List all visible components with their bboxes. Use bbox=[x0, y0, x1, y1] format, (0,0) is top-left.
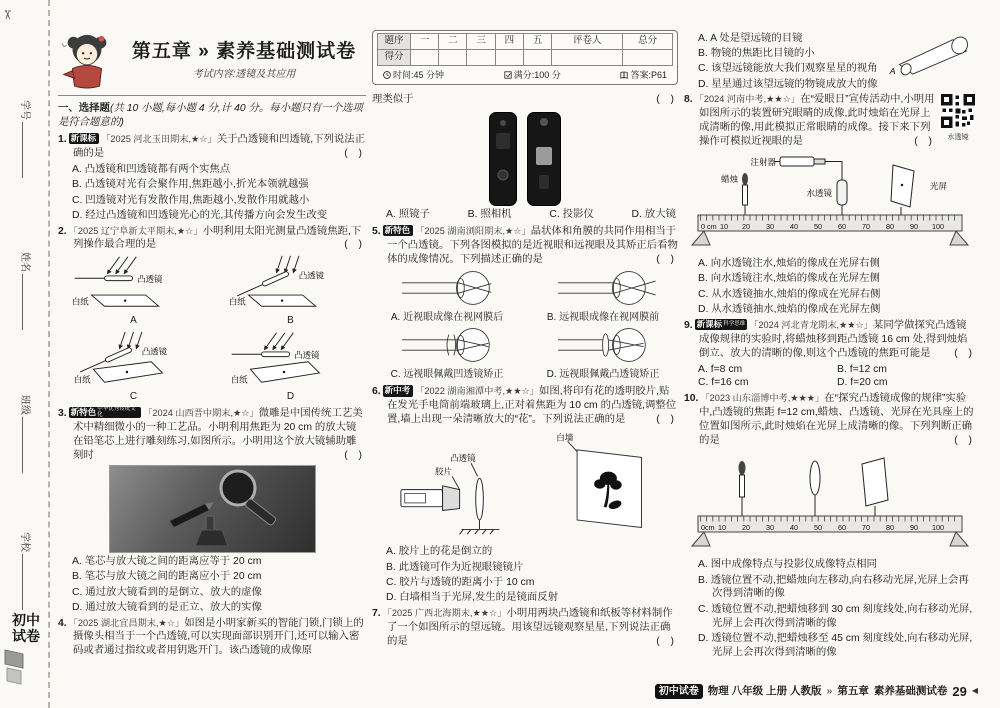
option-a: A. 向水透镜注水,烛焰的像成在光屏右侧 bbox=[698, 257, 880, 269]
question-number: 2. bbox=[58, 225, 67, 237]
svg-text:100: 100 bbox=[932, 523, 944, 533]
answer-bracket: ( ) bbox=[344, 449, 366, 461]
option-d: D. 透镜位置不动,把蜡烛移至 45 cm 刻度线处,向右移动光屏,光屏上会再次得到清晰的像 bbox=[698, 633, 973, 659]
svg-text:70: 70 bbox=[862, 222, 870, 231]
question-source: 「2025 广西北海期末,★★☆」 bbox=[382, 607, 507, 618]
answer-bracket: ( ) bbox=[656, 635, 678, 647]
option-c: C. 从水透镜抽水,烛焰的像成在光屏右侧 bbox=[698, 288, 881, 300]
question-1 bbox=[58, 133, 366, 223]
question-4-continued bbox=[372, 93, 678, 222]
lens-rule-bench-figure bbox=[684, 450, 976, 555]
title-label: 素养基础测试卷 bbox=[216, 41, 357, 63]
answer-bracket: ( ) bbox=[954, 435, 976, 447]
svg-text:90: 90 bbox=[910, 222, 918, 231]
footer-title: 素养基础测试卷 bbox=[873, 685, 948, 698]
question-4 bbox=[58, 617, 366, 659]
lens-paper-diagram-b bbox=[215, 254, 366, 310]
score-table bbox=[377, 33, 673, 66]
section-title: 一、选择题 bbox=[58, 103, 110, 114]
figure-option-c bbox=[58, 330, 209, 405]
question-text: 关于凸透镜和凹透镜,下列说法正确的是 bbox=[73, 133, 366, 159]
score-cell bbox=[411, 50, 439, 66]
blank-line bbox=[22, 554, 32, 610]
question-10 bbox=[684, 392, 976, 660]
answer-bracket: ( ) bbox=[656, 94, 678, 106]
exam-meta bbox=[377, 66, 673, 81]
question-7-options bbox=[684, 32, 976, 92]
question-source: 「2025 湖南浏阳期末,★☆」 bbox=[415, 225, 531, 236]
score-cell bbox=[495, 50, 523, 66]
class-label: 班级 bbox=[19, 395, 30, 415]
question-source: 「2025 河北玉田期末,★☆」 bbox=[101, 133, 217, 144]
option-b: B. 此透镜可作为近视眼镜镜片 bbox=[386, 561, 524, 573]
mascot-illustration bbox=[58, 30, 116, 90]
scissors-icon: ✂ bbox=[0, 9, 16, 21]
question-number: 7. bbox=[372, 607, 381, 619]
answer-bracket: ( ) bbox=[914, 136, 936, 148]
figure-letter: D bbox=[286, 390, 295, 402]
option-b: B. 向水透镜注水,烛焰的像成在光屏左侧 bbox=[698, 273, 880, 285]
svg-text:凸透镜: 凸透镜 bbox=[294, 349, 320, 360]
sunlight-focal-figures bbox=[58, 254, 366, 405]
answer-bracket: ( ) bbox=[954, 347, 976, 359]
eye-figure-b bbox=[528, 269, 678, 326]
figure-letter: A bbox=[130, 315, 137, 327]
svg-text:0 cm: 0 cm bbox=[701, 222, 717, 231]
svg-text:白纸: 白纸 bbox=[228, 296, 246, 307]
question-number: 6. bbox=[372, 386, 381, 398]
option-d: D. 经过凸透镜和凹透镜光心的光,其传播方向会发生改变 bbox=[72, 210, 328, 222]
page-footer bbox=[655, 683, 978, 700]
svg-text:20: 20 bbox=[742, 523, 750, 533]
lens-paper-diagram-a bbox=[58, 254, 209, 310]
question-2 bbox=[58, 225, 366, 406]
answer-bracket: ( ) bbox=[344, 147, 366, 159]
answer-bracket: ( ) bbox=[656, 414, 678, 426]
question-text: 晶状体和角膜的共同作用相当于一个凸透镜。下列各图模拟的是近视眼和远视眼及其矫正后看物体的成像情况。下列描述正确的是 bbox=[387, 225, 678, 265]
new-exam-badge: 新中考 bbox=[383, 385, 414, 396]
corrected-eye-diagram-concave bbox=[372, 326, 522, 364]
question-source: 「2024 河北青龙期末,★★☆」 bbox=[749, 319, 873, 330]
option-d: D. 星星通过该望远镜的物镜成放大的像 bbox=[698, 78, 878, 90]
score-cell bbox=[439, 50, 467, 66]
qr-caption: 水透镜 bbox=[947, 134, 969, 142]
svg-text:胶片: 胶片 bbox=[435, 466, 453, 477]
svg-text:注射器: 注射器 bbox=[750, 157, 776, 167]
student-id-field bbox=[18, 100, 32, 178]
eye-figure-c bbox=[372, 326, 522, 383]
new-standard-badge: 新课标 bbox=[69, 133, 100, 144]
svg-text:30: 30 bbox=[766, 222, 774, 231]
question-number: 3. bbox=[58, 408, 67, 420]
option-d: D. 通过放大镜看到的是正立、放大的实像 bbox=[72, 602, 262, 614]
blank-line bbox=[22, 274, 32, 330]
svg-text:蜡烛: 蜡烛 bbox=[720, 174, 738, 184]
eye-figure-a bbox=[372, 269, 522, 326]
footer-chapter: 第五章 bbox=[837, 685, 869, 698]
option-a: A. 近视眼成像在视网膜后 bbox=[390, 311, 504, 323]
lens-paper-diagram-c bbox=[58, 330, 209, 386]
series-badge: 初中试卷 bbox=[655, 684, 703, 699]
answer-book-icon bbox=[620, 71, 628, 79]
option-b: B. 照相机 bbox=[467, 208, 512, 220]
telescope-figure bbox=[884, 32, 976, 76]
figure-option-a bbox=[58, 254, 209, 329]
score-cell bbox=[552, 50, 623, 66]
lock-front-panel bbox=[489, 112, 517, 206]
svg-text:白纸: 白纸 bbox=[71, 296, 89, 307]
svg-text:60: 60 bbox=[838, 523, 846, 533]
eye-diagrams bbox=[372, 269, 678, 384]
score-col-2: 二 bbox=[439, 34, 467, 50]
water-lens-bench-figure bbox=[684, 151, 976, 254]
new-feature-badge: 新特色 中华优秀传统文化 bbox=[69, 407, 142, 418]
option-a: A. 胶片上的花是倒立的 bbox=[386, 546, 493, 558]
micro-engraving-photo bbox=[109, 465, 316, 553]
svg-text:光屏: 光屏 bbox=[930, 181, 948, 191]
question-number: 9. bbox=[684, 319, 693, 331]
option-c: C. 该望远镜能放大我们观察星星的视角 bbox=[698, 63, 878, 75]
option-c: C. 透镜位置不动,把蜡烛移到 30 cm 刻度线处,向右移动光屏,光屏上会再次得到清晰的像 bbox=[698, 603, 973, 629]
figure-option-d bbox=[215, 330, 366, 405]
svg-text:白纸: 白纸 bbox=[230, 373, 248, 384]
svg-text:90: 90 bbox=[910, 523, 918, 533]
optical-bench-lens-rule bbox=[686, 450, 974, 550]
figure-option-b bbox=[215, 254, 366, 329]
qr-code-block bbox=[940, 94, 976, 142]
svg-text:白墙: 白墙 bbox=[556, 432, 574, 443]
new-feature-badge: 新特色 bbox=[383, 225, 414, 236]
svg-text:凸透镜: 凸透镜 bbox=[450, 453, 476, 464]
score-row-label: 得分 bbox=[378, 50, 411, 66]
option-c: C. 远视眼佩戴凹透镜矫正 bbox=[390, 369, 504, 380]
question-source: 「2023 山东淄博中考,★★★」 bbox=[700, 393, 825, 404]
svg-text:60: 60 bbox=[838, 222, 846, 231]
option-c: C. 通过放大镜看到的是倒立、放大的虚像 bbox=[72, 586, 262, 598]
svg-text:水透镜: 水透镜 bbox=[806, 188, 832, 198]
question-8 bbox=[684, 93, 976, 317]
svg-text:40: 40 bbox=[790, 222, 798, 231]
question-text: 小明用两块凸透镜和纸板等材料制作了一个如图所示的望远镜。用该望远镜观察星星,下列说法正确的是 bbox=[387, 607, 673, 647]
score-col-5: 五 bbox=[523, 34, 551, 50]
option-c: C. 胶片与透镜的距离小于 10 cm bbox=[386, 577, 535, 589]
option-c: C. 投影仪 bbox=[549, 208, 594, 220]
title-block bbox=[122, 39, 366, 81]
qr-code bbox=[941, 94, 975, 128]
score-cell bbox=[623, 50, 673, 66]
section-one-heading bbox=[58, 102, 366, 130]
blank-line bbox=[22, 122, 32, 178]
svg-text:40: 40 bbox=[790, 523, 798, 533]
footer-separator: » bbox=[826, 685, 833, 698]
question-source: 「2022 湖南湘潭中考,★★☆」 bbox=[415, 386, 539, 397]
question-5 bbox=[372, 225, 678, 383]
paper-header bbox=[58, 30, 366, 96]
score-corner-label: 题序 bbox=[378, 34, 411, 50]
time-meta: 时间:45 分钟 bbox=[383, 69, 444, 81]
option-b: B. 透镜位置不动,把蜡烛向左移动,向右移动光屏,光屏上会再次得到清晰的像 bbox=[698, 574, 969, 600]
svg-text:70: 70 bbox=[862, 523, 870, 533]
question-number: 8. bbox=[684, 94, 693, 106]
svg-text:0cm: 0cm bbox=[701, 523, 715, 533]
option-a: A. 照镜子 bbox=[386, 208, 430, 220]
score-col-3: 三 bbox=[467, 34, 495, 50]
question-text: 如图是小明家新买的智能门锁,门锁上的摄像头相当于一个凸透镜,可以实现面部识别开门,还可以输入密码或者通过指纹或者用钥匙开门。该凸透镜的成像原 bbox=[73, 617, 364, 657]
figure-letter: C bbox=[129, 390, 138, 402]
question-number: 5. bbox=[372, 225, 381, 237]
column-left bbox=[58, 30, 366, 660]
question-number: 4. bbox=[58, 617, 67, 629]
option-b: B. 凸透镜对光有会聚作用,焦距越小,折光本领就越强 bbox=[72, 179, 309, 191]
svg-text:10: 10 bbox=[720, 222, 728, 231]
score-cell bbox=[467, 50, 495, 66]
section-note: (共 10 小题,每小题 4 分,计 40 分。每小题只有一个选项是符合题意的) bbox=[58, 103, 363, 128]
school-field bbox=[18, 532, 32, 610]
question-7 bbox=[372, 607, 678, 649]
question-text: 在“爱眼日”宣传活动中,小明用如图所示的装置研究眼睛的成像,此时烛焰在光屏上成清晰的像,用此模拟正常眼睛的成像。接下来下列操作可模拟近视眼的是 bbox=[699, 94, 935, 148]
myopia-eye-diagram bbox=[372, 269, 522, 307]
question-source: 「2025 湖北宜昌期末,★☆」 bbox=[68, 617, 185, 628]
svg-text:凸透镜: 凸透镜 bbox=[298, 270, 325, 281]
option-d: D. 放大镜 bbox=[631, 208, 676, 220]
question-number: 1. bbox=[58, 133, 67, 145]
question-9-options bbox=[684, 363, 976, 391]
flashlight-lens-wall-figure bbox=[372, 429, 678, 542]
question-6 bbox=[372, 385, 678, 605]
svg-text:10: 10 bbox=[718, 523, 726, 533]
score-col-4: 四 bbox=[495, 34, 523, 50]
svg-text:凸透镜: 凸透镜 bbox=[141, 345, 168, 356]
exam-scope: 考试内容:透镜及其应用 bbox=[192, 68, 296, 80]
svg-text:50: 50 bbox=[814, 222, 822, 231]
option-b: B. 远视眼成像在视网膜前 bbox=[546, 311, 660, 323]
smart-lock-photo bbox=[372, 110, 678, 206]
question-source: 「2024 河南中考,★★☆」 bbox=[694, 94, 801, 105]
score-col-total: 总分 bbox=[623, 34, 673, 50]
answer-bracket: ( ) bbox=[656, 253, 678, 265]
option-b: B. 物镜的焦距比目镜的小 bbox=[698, 47, 815, 59]
option-a: A. 图中成像特点与投影仪成像特点相同 bbox=[698, 559, 877, 571]
option-a: A. f=8 cm bbox=[698, 363, 743, 375]
lens-paper-diagram-d bbox=[215, 330, 366, 386]
column-right bbox=[684, 30, 976, 662]
column-middle bbox=[372, 30, 678, 651]
option-b: B. f=12 cm bbox=[837, 363, 887, 375]
new-standard-badge: 新课标 科学思维 bbox=[696, 318, 746, 329]
svg-text:20: 20 bbox=[742, 222, 750, 231]
full-score-icon bbox=[504, 71, 512, 79]
score-table-box bbox=[372, 30, 678, 85]
score-col-1: 一 bbox=[411, 34, 439, 50]
spine-title: 初中试卷 bbox=[12, 612, 40, 645]
question-text: 某同学做探究凸透镜成像规律的实验时,将蜡烛移到距凸透镜 16 cm 处,得到烛焰倒立、放大的清晰的像,则这个凸透镜的焦距可能是 bbox=[699, 319, 968, 359]
option-d: D. 远视眼佩戴凸透镜矫正 bbox=[546, 369, 660, 380]
lock-back-panel bbox=[527, 112, 561, 206]
score-cell bbox=[523, 50, 551, 66]
svg-text:80: 80 bbox=[886, 523, 894, 533]
chapter-label: 第五章 bbox=[131, 41, 192, 63]
optical-bench-water-lens bbox=[686, 151, 974, 249]
option-d: D. f=20 cm bbox=[837, 377, 888, 389]
question-text: 微雕是中国传统工艺美术中精细微小的一种工艺品。小明利用焦距为 20 cm 的放大镜在铅笔芯上进行雕刻练习,如图所示。小明用这个放大镜辅助雕刻时 bbox=[73, 408, 363, 461]
clock-icon bbox=[383, 71, 391, 79]
svg-text:A: A bbox=[889, 65, 896, 76]
question-9 bbox=[684, 319, 976, 391]
question-4-options bbox=[372, 208, 678, 222]
question-source: 「2025 辽宁阜新太平期末,★☆」 bbox=[68, 225, 203, 236]
svg-text:凸透镜: 凸透镜 bbox=[137, 274, 163, 285]
name-label: 姓名 bbox=[19, 252, 30, 272]
brand-logo bbox=[3, 648, 25, 688]
svg-text:50: 50 bbox=[814, 523, 822, 533]
class-field bbox=[18, 395, 32, 473]
question-source: 「2024 山西晋中期末,★☆」 bbox=[143, 408, 259, 419]
corrected-eye-diagram-convex bbox=[528, 326, 678, 364]
hyperopia-eye-diagram bbox=[528, 269, 678, 307]
question-text: 在“探究凸透镜成像的规律”实验中,凸透镜的焦距 f=12 cm,蜡烛、凸透镜、光屏在光具座上的位置如图所示,此时烛焰在光屏上成清晰的像。下列判断正确的是 bbox=[699, 393, 974, 447]
name-field bbox=[18, 252, 32, 330]
projection-diagram bbox=[385, 429, 665, 537]
option-a: A. 笔芯与放大镜之间的距离应等于 20 cm bbox=[72, 555, 262, 567]
option-c: C. f=16 cm bbox=[698, 377, 749, 389]
question-text-continued: 理类似于 bbox=[372, 94, 414, 106]
question-3 bbox=[58, 407, 366, 615]
figure-letter: B bbox=[287, 315, 294, 327]
question-text: 小明利用太阳光测量凸透镜焦距,下列操作最合理的是 bbox=[73, 225, 362, 251]
svg-text:100: 100 bbox=[932, 222, 944, 231]
blank-line bbox=[22, 417, 32, 473]
student-id-label: 学号 bbox=[19, 100, 30, 120]
school-label: 学校 bbox=[19, 532, 30, 552]
page-arrow-icon: ◀ bbox=[971, 685, 978, 695]
option-d: D. 白墙相当于光屏,发生的是镜面反射 bbox=[386, 592, 559, 604]
cut-line bbox=[48, 0, 50, 708]
option-b: B. 笔芯与放大镜之间的距离应小于 20 cm bbox=[72, 571, 262, 583]
page-number: 29 bbox=[952, 683, 967, 699]
title-separator: » bbox=[198, 41, 210, 63]
full-score-meta: 满分:100 分 bbox=[504, 69, 561, 81]
score-col-grader: 评卷人 bbox=[552, 34, 623, 50]
option-a: A. 凸透镜和凹透镜都有两个实焦点 bbox=[72, 163, 231, 175]
answer-bracket: ( ) bbox=[344, 239, 366, 251]
question-text: 如图,将印有花的透明胶片,贴在发光手电筒前端玻璃上,正对着焦距为 10 cm 的凸透镜,调整位置,墙上出现一朵清晰放大的“花”。下列说法正确的是 bbox=[387, 386, 677, 426]
answer-meta: 答案:P61 bbox=[620, 69, 667, 81]
course-info: 物理 八年级 上册 人教版 bbox=[707, 685, 822, 698]
svg-text:白纸: 白纸 bbox=[73, 373, 91, 384]
paper-title bbox=[122, 39, 366, 64]
eye-figure-d bbox=[528, 326, 678, 383]
option-c: C. 凹透镜对光有发散作用,焦距越小,发散作用就越小 bbox=[72, 194, 310, 206]
svg-text:30: 30 bbox=[766, 523, 774, 533]
option-a: A. A 处是望远镜的目镜 bbox=[698, 32, 803, 44]
option-d: D. 从水透镜抽水,烛焰的像成在光屏左侧 bbox=[698, 304, 881, 316]
svg-text:80: 80 bbox=[886, 222, 894, 231]
question-number: 10. bbox=[684, 393, 699, 405]
